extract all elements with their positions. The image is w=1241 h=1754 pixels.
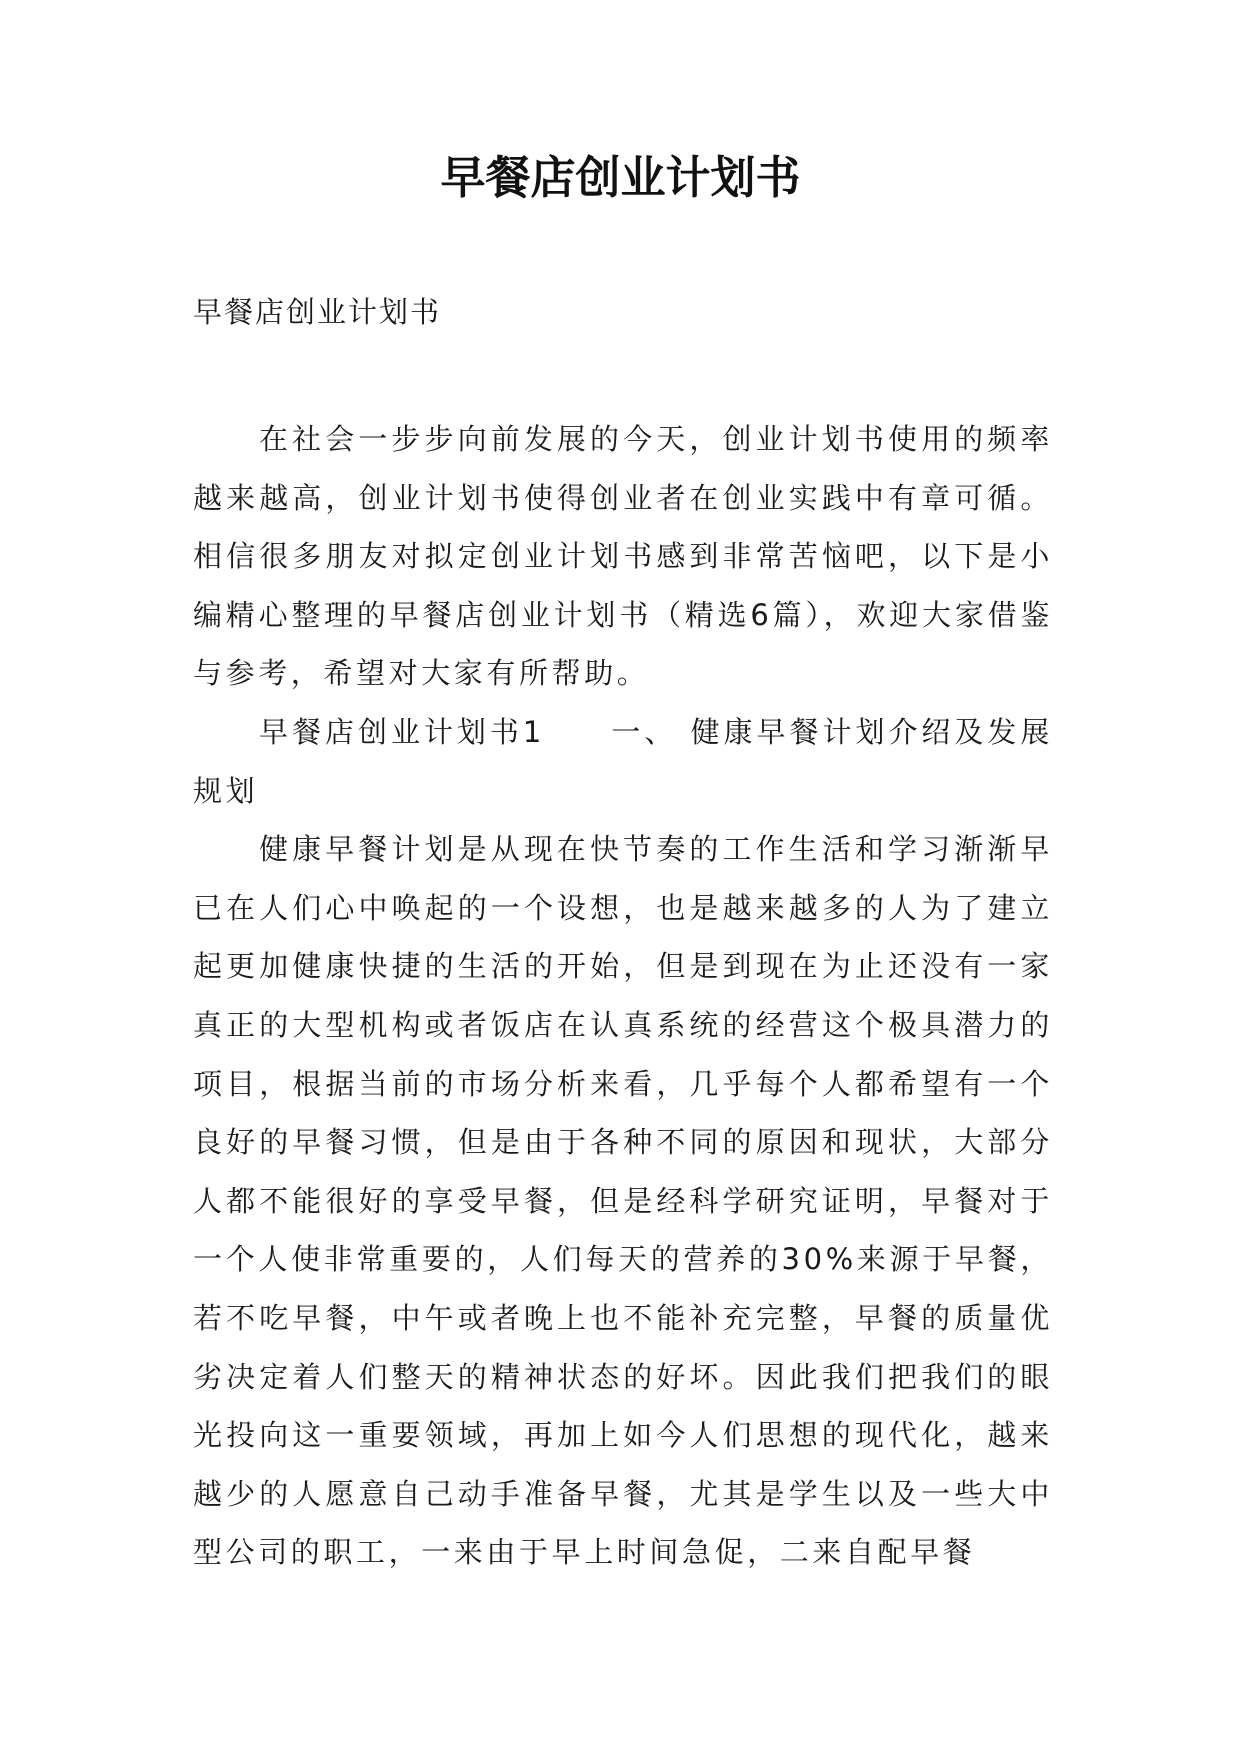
- document-body: [193, 410, 1053, 1582]
- paragraph-plan-description: 健康早餐计划是从现在快节奏的工作生活和学习渐渐早已在人们心中唤起的一个设想，也是越来越多的人为了建立起更加健康快捷的生活的开始，但是到现在为止还没有一家真正的大型机构或者饭店在认真系统的经营这个极具潜力的项目，根据当前的市场分析来看，几乎每个人都希望有一个良好的早餐习惯，但是由于各种不同的原因和现状，大部分人都不能很好的享受早餐，但是经科学研究证明，早餐对于一个人使非常重要的，人们每天的营养的30%来源于早餐，若不吃早餐，中午或者晚上也不能补充完整，早餐的质量优劣决定着人们整天的精神状态的好坏。因此我们把我们的眼光投向这一重要领域，再加上如今人们思想的现代化，越来越少的人愿意自己动手准备早餐，尤其是学生以及一些大中型公司的职工，一来由于早上时间急促，二来自配早餐: [193, 832, 1053, 1570]
- document-title: 早餐店创业计划书: [440, 151, 801, 204]
- document-subtitle: 早餐店创业计划书: [193, 295, 442, 329]
- paragraph-intro: 在社会一步步向前发展的今天，创业计划书使用的频率越来越高，创业计划书使得创业者在创业实践中有章可循。相信很多朋友对拟定创业计划书感到非常苦恼吧，以下是小编精心整理的早餐店创业计划书（精选6篇），欢迎大家借鉴与参考，希望对大家有所帮助。: [193, 422, 1053, 691]
- paragraph-section-heading: 早餐店创业计划书1 一、 健康早餐计划介绍及发展规划: [193, 714, 1053, 808]
